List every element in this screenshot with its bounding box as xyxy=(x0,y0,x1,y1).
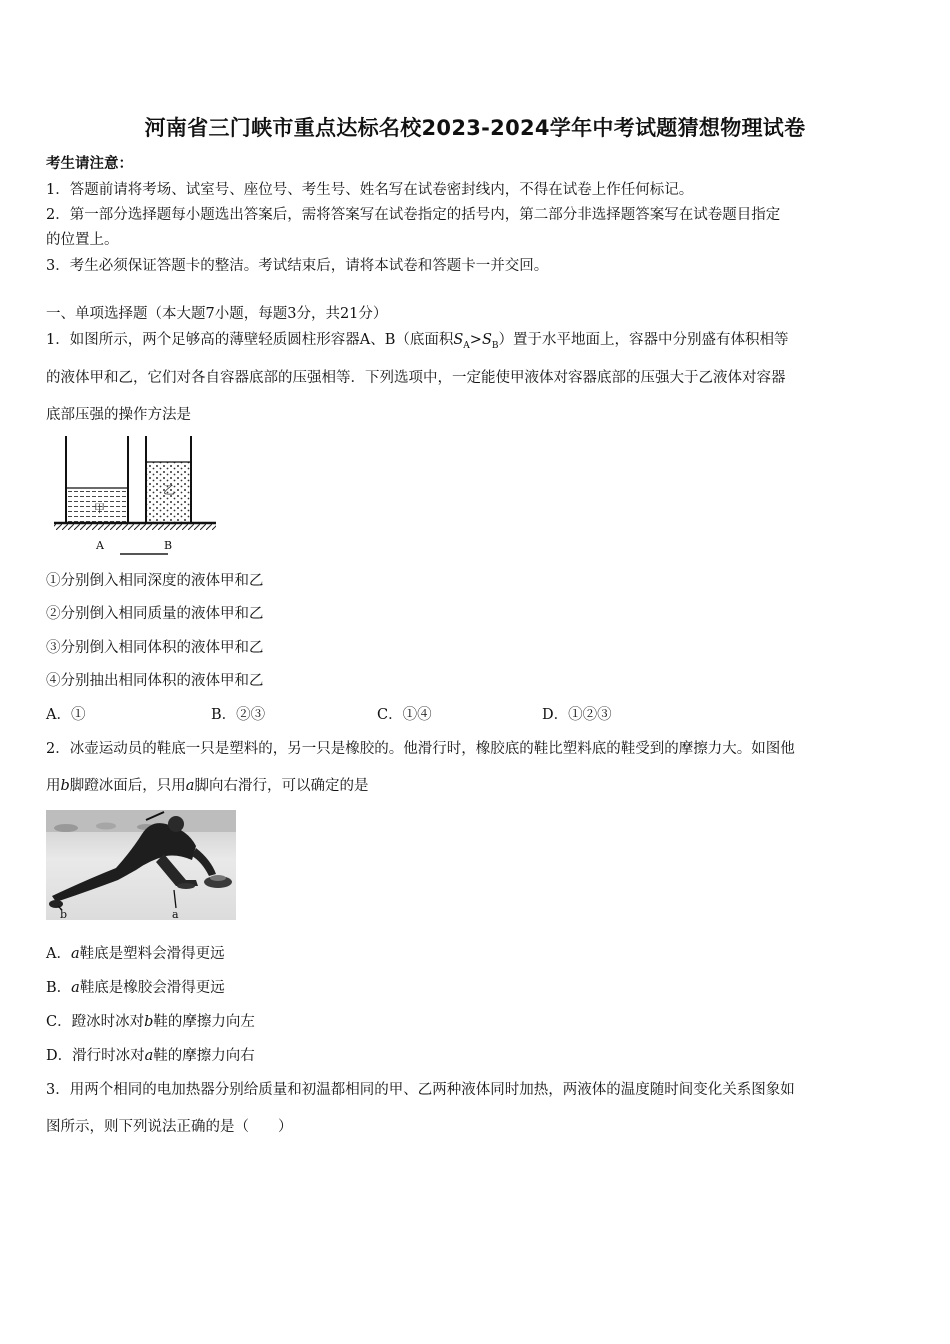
notice-item-1: 1．答题前请将考场、试室号、座位号、考生号、姓名写在试卷密封线内，不得在试卷上作任何标记。 xyxy=(46,182,694,198)
q1-stem-post: ）置于水平地面上，容器中分别盛有体积相等 xyxy=(498,332,789,348)
liquid-jia-label: 甲 xyxy=(94,502,105,515)
notice-item-2-cont: 的位置上。 xyxy=(46,232,119,248)
q2-option-b-var: a xyxy=(71,980,80,996)
q2-option-b-pre: B． xyxy=(46,980,72,996)
q1-sa-sub: A xyxy=(463,340,470,351)
q2-var-b: b xyxy=(60,778,70,794)
q2-option-c-var: b xyxy=(144,1014,154,1030)
q2-option-d-text: 鞋的摩擦力向右 xyxy=(153,1048,255,1064)
section-heading: 一、单项选择题（本大题7小题，每题3分，共21分） xyxy=(46,306,388,322)
q2-option-c-text: 鞋的摩擦力向左 xyxy=(153,1014,255,1030)
q3-stem-line1: 3．用两个相同的电加热器分别给质量和初温都相同的甲、乙两种液体同时加热，两液体的温度随时间变化关系图象如 xyxy=(46,1082,795,1098)
q1-option-c[interactable]: C．①④ xyxy=(377,707,432,723)
photo-label-b: b xyxy=(60,908,68,920)
q2-option-d[interactable] xyxy=(46,1044,255,1065)
background-stone-2 xyxy=(96,823,116,830)
curler-head xyxy=(168,816,184,832)
notice-item-2: 2．第一部分选择题每小题选出答案后，需将答案写在试卷指定的括号内，第二部分非选择题答案写在试卷题目指定 xyxy=(46,207,781,223)
container-a-label: A xyxy=(96,539,104,552)
q3-stem-line2: 图所示，则下列说法正确的是（ ） xyxy=(46,1119,293,1135)
q1-sa: S xyxy=(453,332,464,348)
q1-option-a[interactable]: A．① xyxy=(46,707,86,723)
q1-stem-line3: 底部压强的操作方法是 xyxy=(46,407,191,423)
page-title: 河南省三门峡市重点达标名校2023-2024学年中考试题猜想物理试卷 xyxy=(144,116,806,140)
q2-option-c-pre: C．蹬冰时冰对 xyxy=(46,1014,145,1030)
notice-item-3: 3．考生必须保证答题卡的整洁。考试结束后，请将本试卷和答题卡一并交回。 xyxy=(46,258,549,274)
q1-statement-2: ②分别倒入相同质量的液体甲和乙 xyxy=(46,606,264,622)
q2-option-b-text: 鞋底是橡胶会滑得更远 xyxy=(79,980,225,996)
container-b-label: B xyxy=(164,539,173,552)
liquid-yi-label: 乙 xyxy=(163,483,176,497)
q1-stem-pre: 1．如图所示，两个足够高的薄壁轻质圆柱形容器A、B（底面积 xyxy=(46,332,454,348)
q1-stem-line2: 的液体甲和乙，它们对各自容器底部的压强相等．下列选项中，一定能使甲液体对容器底部的压强大于乙液体对容器 xyxy=(46,370,786,386)
q2-stem-line1: 2．冰壶运动员的鞋底一只是塑料的，另一只是橡胶的。他滑行时，橡胶底的鞋比塑料底的鞋受到的摩擦力大。如图他 xyxy=(46,741,795,757)
photo-label-a: a xyxy=(172,908,179,920)
q2-option-c[interactable] xyxy=(46,1010,255,1031)
q2-stem-line2 xyxy=(46,774,368,795)
q1-gt: > xyxy=(469,332,482,348)
q2-option-a-text: 鞋底是塑料会滑得更远 xyxy=(79,946,225,962)
q2-stem-a: 用 xyxy=(46,778,61,794)
q1-statement-3: ③分别倒入相同体积的液体甲和乙 xyxy=(46,640,264,656)
curling-stone-handle xyxy=(210,875,226,881)
shoe-b xyxy=(49,900,63,908)
q2-option-a-pre: A． xyxy=(46,946,71,962)
q2-option-b[interactable] xyxy=(46,976,225,997)
q2-curling-photo xyxy=(46,810,236,920)
q1-statement-4: ④分别抽出相同体积的液体甲和乙 xyxy=(46,673,264,689)
shoe-a xyxy=(177,883,195,889)
q1-sb: S xyxy=(481,332,492,348)
q2-stem-b: 脚蹬冰面后，只用 xyxy=(69,778,186,794)
q2-stem-c: 脚向右滑行，可以确定的是 xyxy=(194,778,369,794)
q2-option-d-var: a xyxy=(144,1048,154,1064)
q1-sb-sub: B xyxy=(491,340,499,351)
background-stone-1 xyxy=(54,824,78,832)
q1-container-figure xyxy=(50,434,220,558)
q1-stem-line1 xyxy=(46,328,789,351)
q1-option-d[interactable]: D．①②③ xyxy=(542,707,612,723)
q2-var-a: a xyxy=(185,778,195,794)
q2-option-a-var: a xyxy=(70,946,80,962)
q1-option-b[interactable]: B．②③ xyxy=(211,707,266,723)
q1-statement-1: ①分别倒入相同深度的液体甲和乙 xyxy=(46,573,264,589)
notice-heading: 考生请注意： xyxy=(46,155,133,172)
q2-option-d-pre: D．滑行时冰对 xyxy=(46,1048,145,1064)
ground-hatch xyxy=(54,524,216,530)
q2-option-a[interactable] xyxy=(46,942,225,963)
